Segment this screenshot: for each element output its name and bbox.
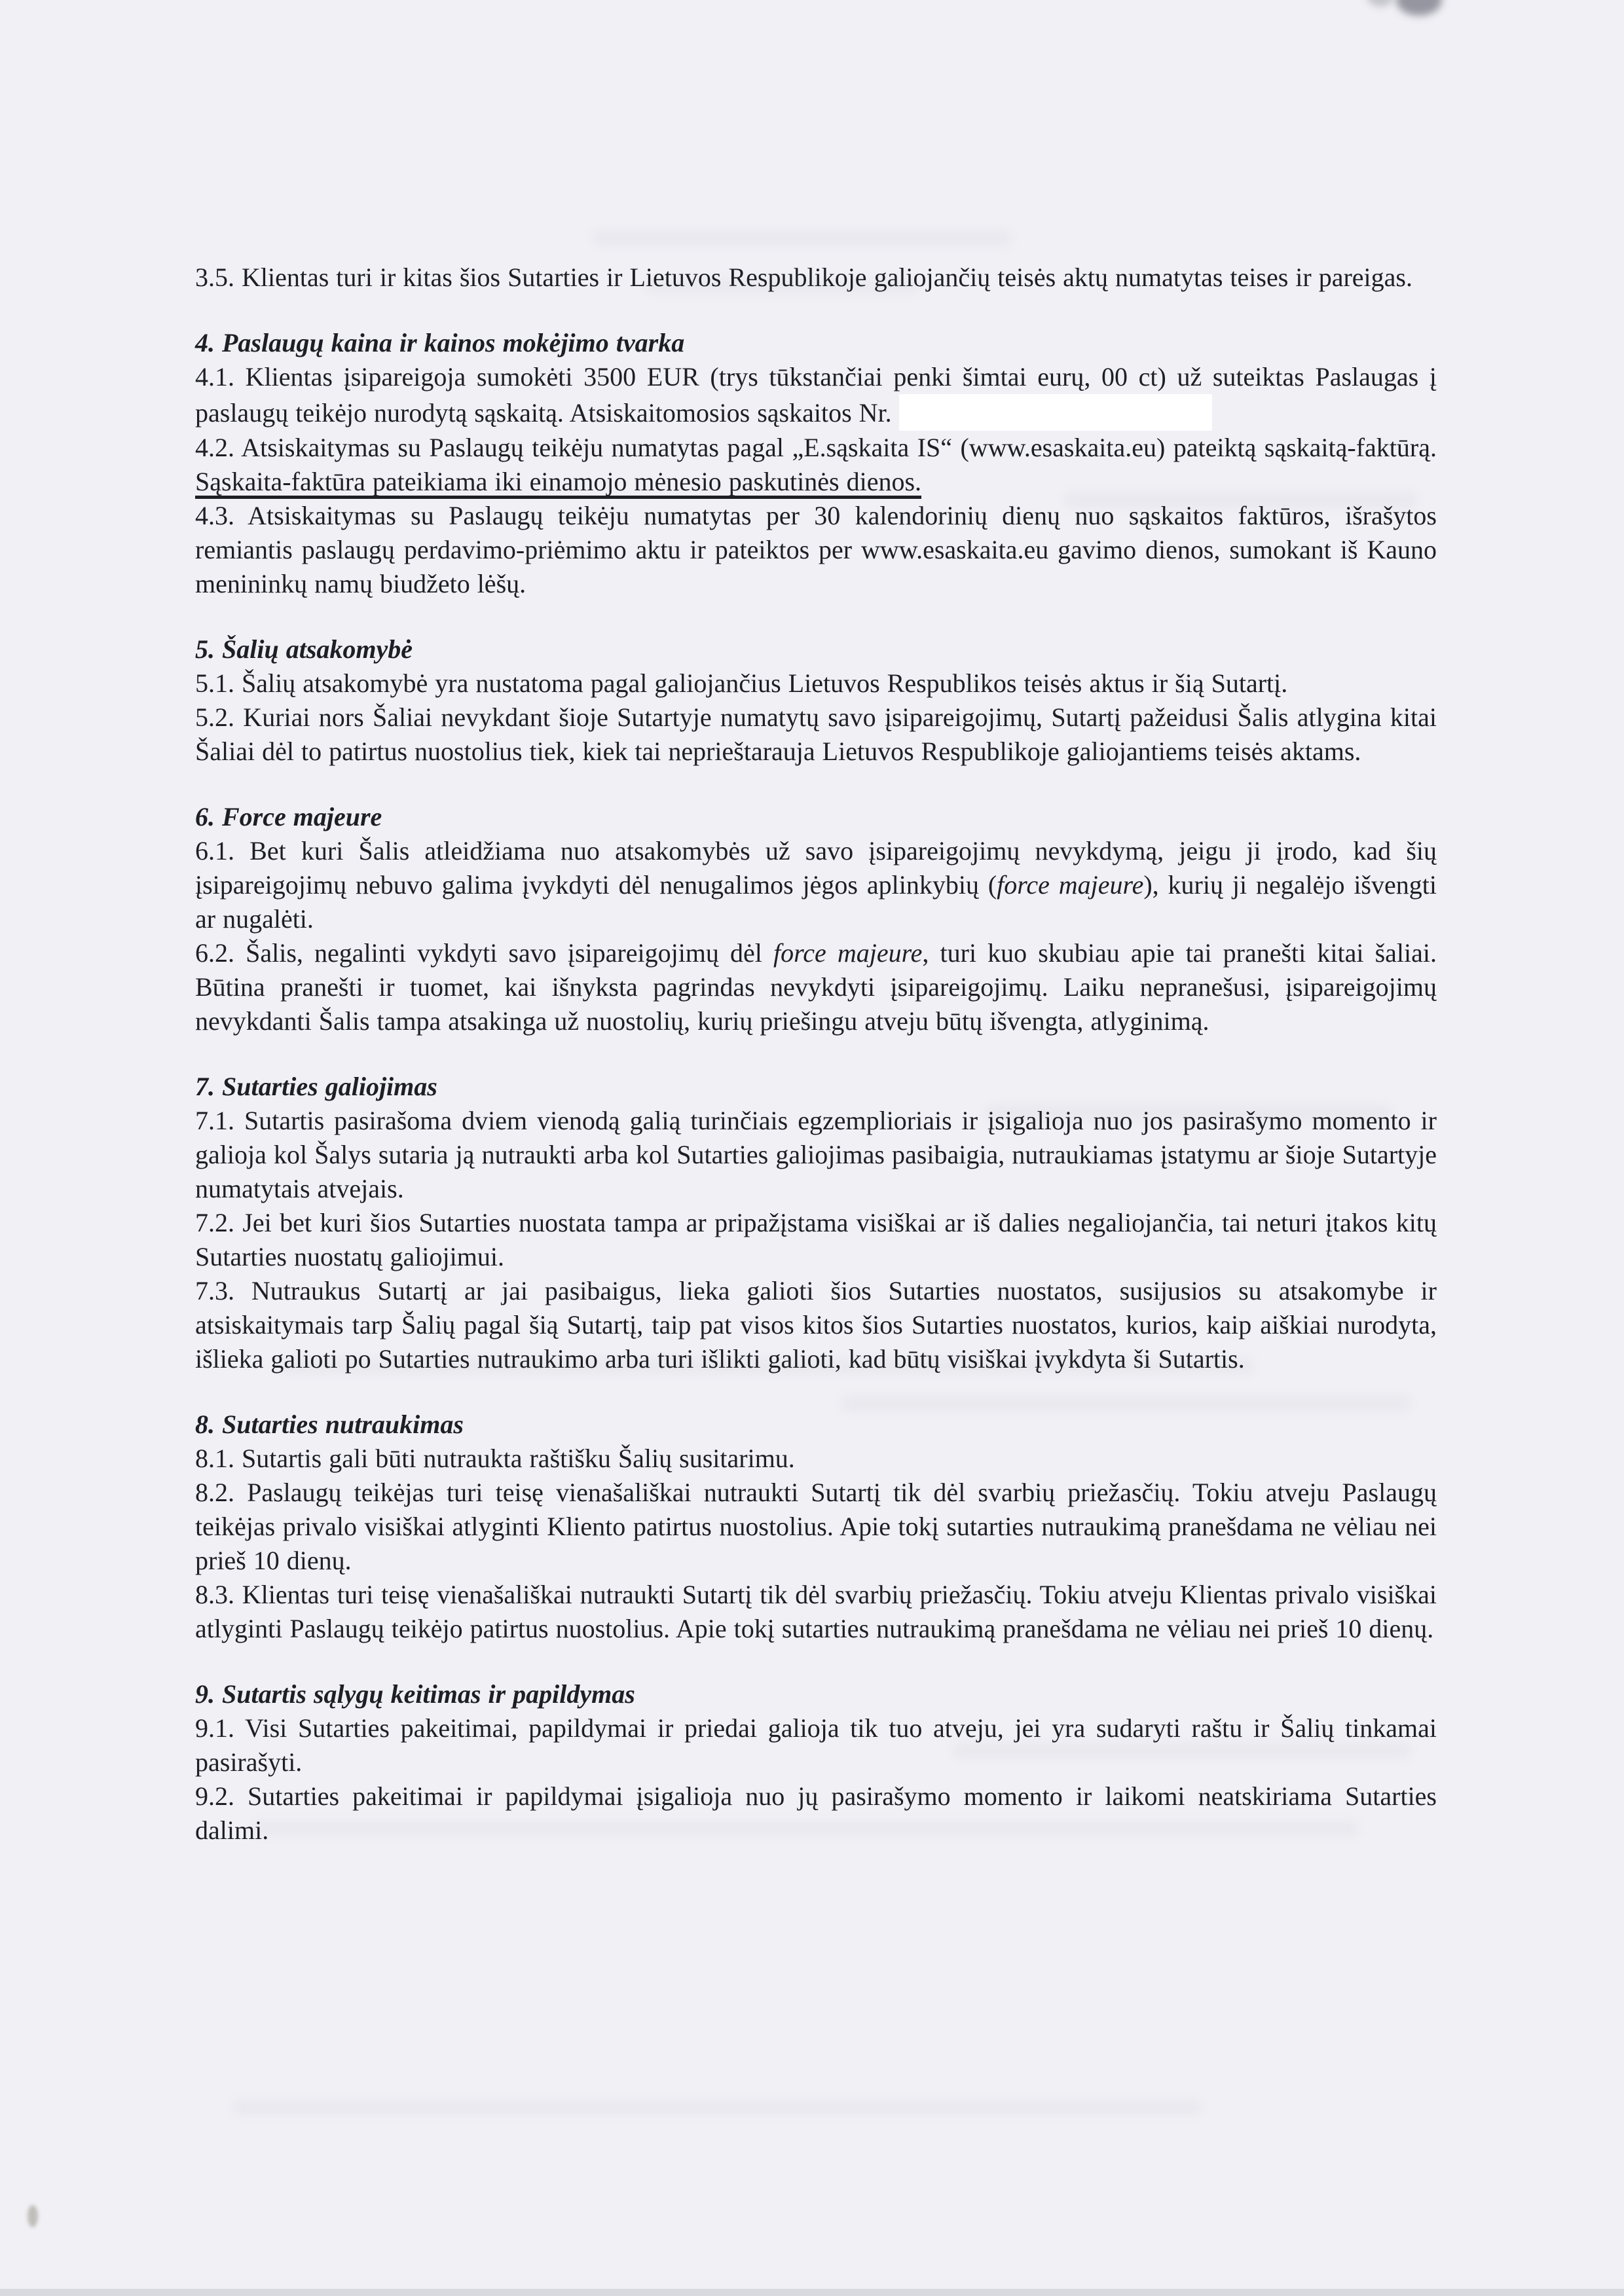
text-run: 6.1. Bet kuri Šalis atleidžiama nuo atsakomybės už savo įsipareigojimų nevykdymą, jeigu ji įrodo, kad šių įsipareigojimų nebuvo galima įvykdyti dėl nenugalimos jėgos aplinkybių ( [195,836,1437,900]
section-heading: 9. Sutartis sąlygų keitimas ir papildymas [195,1679,635,1709]
section-heading: 8. Sutarties nutraukimas [195,1410,464,1439]
contract-paragraph [195,261,1437,295]
text-run: 7.2. Jei bet kuri šios Sutarties nuostata tampa ar pripažįstama visiškai ar iš dalies negaliojančia, tai neturi įtakos kitų Sutarties nuostatų galiojimui. [195,1208,1437,1271]
text-run: ), kurių ji negalėjo išvengti ar nugalėti. [195,870,1437,934]
contract-paragraph [195,1104,1437,1206]
text-run: 9.1. Visi Sutarties pakeitimai, papildymai ir priedai galioja tik tuo atveju, jei yra sudaryti raštu ir Šalių tinkamai pasirašyti. [195,1713,1437,1777]
contract-paragraph [195,499,1437,601]
contract-paragraph [195,1779,1437,1848]
text-run: 3.5. Klientas turi ir kitas šios Sutarties ir Lietuvos Respublikoje galiojančių teisės aktų numatytas teises ir pareigas. [195,263,1412,292]
redacted-account-number-box [899,394,1212,431]
text-run: 4.3. Atsiskaitymas su Paslaugų teikėju numatytas per 30 kalendorinių dienų nuo sąskaitos faktūros, išrašytos remiantis paslaugų perdavimo-priėmimo aktu ir pateiktos per www.esaskaita.eu gavimo dienos, sumokant iš Kauno menininkų namų biudžeto lėšų. [195,501,1437,598]
contract-paragraph [195,1274,1437,1376]
text-run: 5.2. Kuriai nors Šaliai nevykdant šioje Sutartyje numatytų savo įsipareigojimų, Sutartį pažeidusi Šalis atlygina kitai Šaliai dėl to patirtus nuostolius tiek, kiek tai neprieštarauja Lietuvos Respublikoje galiojantiems teisės aktams. [195,702,1437,766]
contract-paragraph [195,936,1437,1038]
ink-bleed-through-mark [593,230,1012,246]
contract-paragraph [195,431,1437,499]
text-run: 8.2. Paslaugų teikėjas turi teisę vienašališkai nutraukti Sutartį tik dėl svarbių priežasčių. Tokiu atveju Paslaugų teikėjas privalo visiškai atlyginti Kliento patirtus nuostolius. Apie tokį sutarties nutraukimą pranešdama ne vėliau nei prieš 10 dienų. [195,1478,1437,1575]
scanner-shadow-blob [1396,0,1442,16]
section-heading: 6. Force majeure [195,802,382,831]
scanner-shadow-blob [1367,0,1393,7]
italic-text-run: force majeure [773,938,923,968]
contract-paragraph [195,701,1437,769]
contract-paragraph [195,1476,1437,1578]
text-run: 4.1. Klientas įsipareigoja sumokėti 3500 EUR (trys tūkstančiai penki šimtai eurų, 00 ct) už suteiktas Paslaugas į paslaugų teikėjo nurodytą sąskaitą. Atsiskaitomosios sąskaitos Nr. [195,362,1437,428]
text-run: 8.1. Sutartis gali būti nutraukta raštišku Šalių susitarimu. [195,1444,795,1473]
section-heading: 5. Šalių atsakomybė [195,634,413,664]
text-run: 6.2. Šalis, negalinti vykdyti savo įsipareigojimų dėl [195,938,774,968]
paper-smudge [28,2205,38,2227]
text-run: 7.3. Nutraukus Sutartį ar jai pasibaigus, lieka galioti šios Sutarties nuostatos, susijusios su atsakomybe ir atsiskaitymais tarp Šalių pagal šią Sutartį, taip pat visos kitos šios Sutarties nuostatos, kurios, kaip aiškiai nurodyta, išlieka galioti po Sutarties nutraukimo arba turi išlikti galioti, kad būtų visiškai įvykdyta ši Sutartis. [195,1276,1437,1374]
contract-paragraph [195,834,1437,936]
text-run: 9.2. Sutarties pakeitimai ir papildymai įsigalioja nuo jų pasirašymo momento ir laikomi neatskiriama Sutarties dalimi. [195,1781,1437,1845]
scanner-edge-bottom [0,2289,1624,2296]
text-run: 7.1. Sutartis pasirašoma dviem vienodą galią turinčiais egzemplioriais ir įsigalioja nuo jos pasirašymo momento ir galioja kol Šalys sutaria ją nutraukti arba kol Sutarties galiojimas pasibaigia, nutraukiamas įstatymu ar šioje Sutartyje numatytais atvejais. [195,1106,1437,1203]
text-run: , turi kuo skubiau apie tai pranešti kitai šaliai. Būtina pranešti ir tuomet, kai išnyksta pagrindas nevykdyti įsipareigojimų. Laiku nepranešusi, įsipareigojimų nevykdanti Šalis tampa atsakinga už nuostolių, kurių priešingu atveju būtų išvengta, atlyginimą. [195,938,1437,1036]
section-heading: 7. Sutarties galiojimas [195,1072,437,1101]
contract-paragraph [195,666,1437,701]
contract-paragraph [195,1442,1437,1476]
contract-paragraph [195,1711,1437,1779]
ink-bleed-through-mark [232,2100,1202,2115]
section-heading: 4. Paslaugų kaina ir kainos mokėjimo tvarka [195,328,685,357]
contract-paragraph [195,360,1437,431]
contract-body [195,261,1437,1848]
contract-paragraph [195,1578,1437,1646]
text-run: 8.3. Klientas turi teisę vienašališkai nutraukti Sutartį tik dėl svarbių priežasčių. Tokiu atveju Klientas privalo visiškai atlyginti Paslaugų teikėjo patirtus nuostolius. Apie tokį sutarties nutraukimą pranešdama ne vėliau nei prieš 10 dienų. [195,1580,1437,1643]
italic-text-run: force majeure [997,870,1144,900]
contract-paragraph [195,1206,1437,1274]
text-run: 5.1. Šalių atsakomybė yra nustatoma pagal galiojančius Lietuvos Respublikos teisės aktus ir šią Sutartį. [195,668,1288,698]
underlined-text-run: Sąskaita-faktūra pateikiama iki einamojo mėnesio paskutinės dienos. [195,467,922,496]
text-run: 4.2. Atsiskaitymas su Paslaugų teikėju numatytas pagal „E.sąskaita IS“ (www.esaskaita.eu) pateiktą sąskaitą-faktūrą. [195,433,1437,462]
